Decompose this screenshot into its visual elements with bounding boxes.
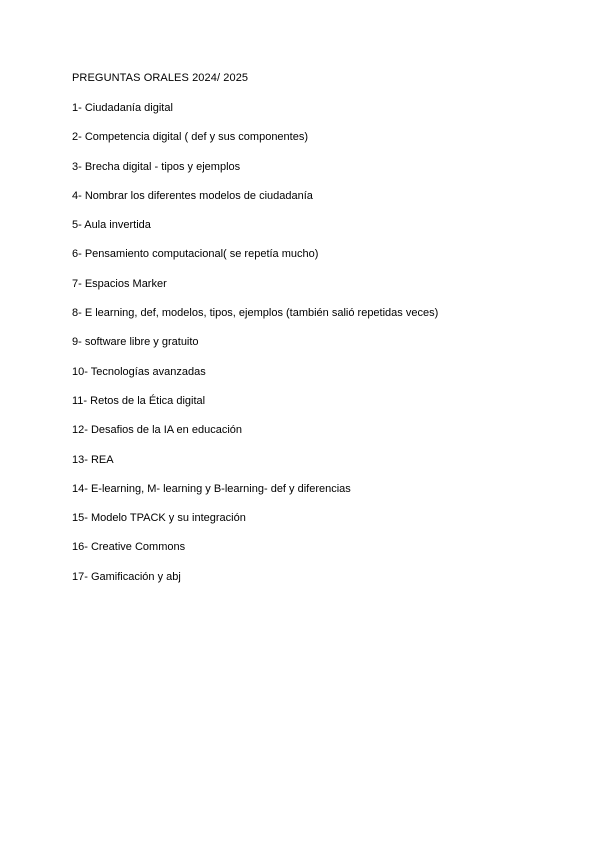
question-item: 17- Gamificación y abj xyxy=(72,570,181,583)
question-item: 16- Creative Commons xyxy=(72,541,186,554)
question-item: 14- E-learning, M- learning y B-learning- def y diferencias xyxy=(72,482,351,495)
question-item: 6- Pensamiento computacional( se repetía mucho) xyxy=(72,248,319,261)
question-item: 11- Retos de la Ética digital xyxy=(72,394,206,407)
question-item: 5- Aula invertida xyxy=(72,219,151,232)
question-item: 13- REA xyxy=(72,453,114,466)
question-item: 2- Competencia digital ( def y sus componentes) xyxy=(72,131,309,144)
question-item: 4- Nombrar los diferentes modelos de ciudadanía xyxy=(72,189,313,202)
question-item: 1- Ciudadanía digital xyxy=(72,102,173,114)
question-item: 8- E learning, def, modelos, tipos, ejemplos (también salió repetidas veces) xyxy=(72,307,439,320)
question-item: 3- Brecha digital - tipos y ejemplos xyxy=(72,160,241,173)
question-item: 7- Espacios Marker xyxy=(72,277,167,290)
question-item: 12- Desafios de la IA en educación xyxy=(72,424,243,437)
question-list xyxy=(72,102,438,600)
question-item: 10- Tecnologías avanzadas xyxy=(72,365,206,378)
document-title: PREGUNTAS ORALES 2024/ 2025 xyxy=(72,72,249,84)
question-item: 15- Modelo TPACK y su integración xyxy=(72,512,246,525)
question-item: 9- software libre y gratuito xyxy=(72,336,199,349)
